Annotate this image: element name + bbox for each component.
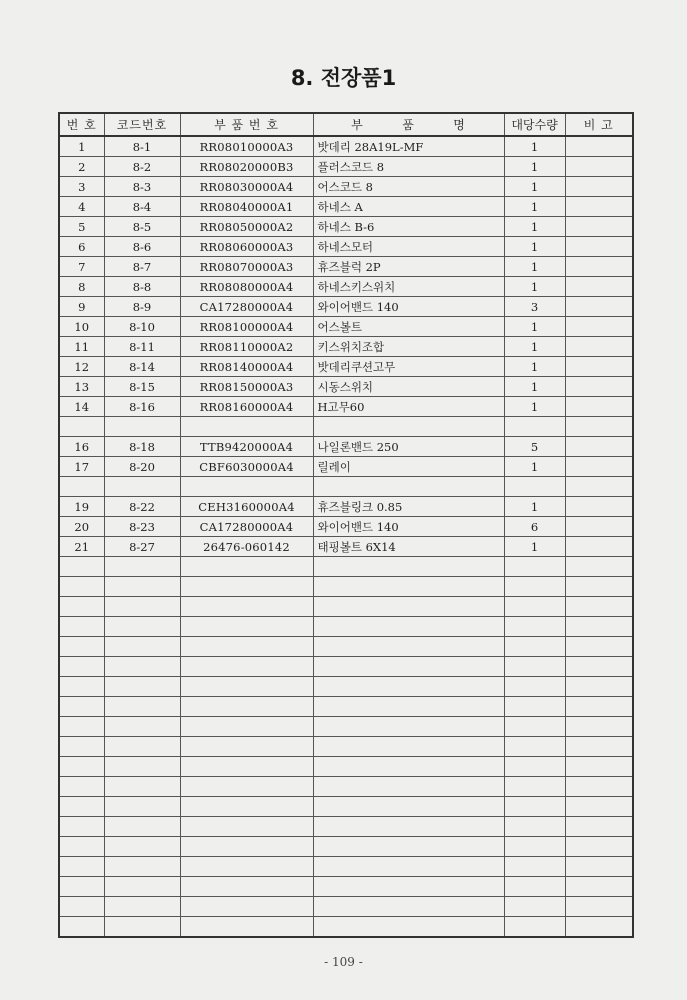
cell-part-no — [180, 657, 313, 677]
cell-name — [313, 857, 504, 877]
cell-qty — [504, 857, 565, 877]
cell-part-no — [180, 597, 313, 617]
table-row — [59, 477, 633, 497]
cell-no — [59, 777, 104, 797]
cell-name — [313, 677, 504, 697]
cell-qty: 1 — [504, 397, 565, 417]
cell-qty — [504, 837, 565, 857]
table-row — [59, 517, 633, 537]
cell-part-no — [180, 637, 313, 657]
table-row — [59, 437, 633, 457]
cell-part-no: RR08020000B3 — [180, 157, 313, 177]
cell-no: 3 — [59, 177, 104, 197]
cell-code — [104, 917, 180, 938]
cell-name: 어스볼트 — [313, 317, 504, 337]
cell-name: 태핑볼트 6X14 — [313, 537, 504, 557]
cell-remark — [565, 297, 633, 317]
table-row — [59, 157, 633, 177]
page-number: - 109 - — [324, 955, 363, 969]
cell-remark — [565, 737, 633, 757]
cell-name: 키스위치조합 — [313, 337, 504, 357]
cell-name — [313, 577, 504, 597]
cell-remark — [565, 797, 633, 817]
cell-code — [104, 717, 180, 737]
cell-code — [104, 557, 180, 577]
cell-remark — [565, 497, 633, 517]
cell-qty — [504, 637, 565, 657]
cell-name — [313, 697, 504, 717]
cell-no — [59, 737, 104, 757]
cell-remark — [565, 537, 633, 557]
empty-row — [59, 557, 633, 577]
cell-remark — [565, 837, 633, 857]
cell-qty — [504, 717, 565, 737]
header-code: 코드번호 — [104, 113, 180, 136]
cell-remark — [565, 197, 633, 217]
empty-row — [59, 657, 633, 677]
cell-part-no: 26476-060142 — [180, 537, 313, 557]
cell-code: 8-11 — [104, 337, 180, 357]
empty-row — [59, 797, 633, 817]
cell-name: 하네스 A — [313, 197, 504, 217]
cell-code: 8-22 — [104, 497, 180, 517]
cell-code: 8-20 — [104, 457, 180, 477]
cell-part-no — [180, 697, 313, 717]
cell-remark — [565, 697, 633, 717]
cell-code — [104, 697, 180, 717]
cell-no: 1 — [59, 136, 104, 157]
cell-remark — [565, 337, 633, 357]
cell-code — [104, 617, 180, 637]
cell-remark — [565, 136, 633, 157]
cell-qty — [504, 817, 565, 837]
cell-no: 10 — [59, 317, 104, 337]
table-row — [59, 237, 633, 257]
empty-row — [59, 877, 633, 897]
cell-code: 8-4 — [104, 197, 180, 217]
cell-code: 8-2 — [104, 157, 180, 177]
cell-remark — [565, 577, 633, 597]
cell-qty — [504, 617, 565, 637]
cell-qty — [504, 697, 565, 717]
cell-part-no — [180, 837, 313, 857]
empty-row — [59, 617, 633, 637]
header-name: 부 품 명 — [313, 113, 504, 136]
header-part-no: 부 품 번 호 — [180, 113, 313, 136]
cell-no — [59, 477, 104, 497]
cell-part-no: RR08050000A2 — [180, 217, 313, 237]
cell-remark — [565, 437, 633, 457]
cell-name: 하네스모터 — [313, 237, 504, 257]
cell-qty: 1 — [504, 337, 565, 357]
cell-part-no — [180, 797, 313, 817]
cell-part-no — [180, 857, 313, 877]
cell-remark — [565, 277, 633, 297]
cell-part-no — [180, 897, 313, 917]
cell-no: 9 — [59, 297, 104, 317]
cell-no — [59, 717, 104, 737]
cell-part-no — [180, 557, 313, 577]
cell-qty — [504, 737, 565, 757]
cell-name: 휴즈블링크 0.85 — [313, 497, 504, 517]
cell-part-no: RR08070000A3 — [180, 257, 313, 277]
cell-remark — [565, 317, 633, 337]
cell-name: 릴레이 — [313, 457, 504, 477]
cell-qty — [504, 917, 565, 938]
table-row — [59, 197, 633, 217]
empty-row — [59, 697, 633, 717]
cell-no — [59, 597, 104, 617]
cell-no — [59, 837, 104, 857]
cell-remark — [565, 457, 633, 477]
cell-part-no: CA17280000A4 — [180, 517, 313, 537]
empty-row — [59, 777, 633, 797]
cell-remark — [565, 717, 633, 737]
cell-part-no — [180, 717, 313, 737]
cell-part-no — [180, 777, 313, 797]
cell-no — [59, 637, 104, 657]
empty-row — [59, 817, 633, 837]
cell-name: 어스코드 8 — [313, 177, 504, 197]
cell-part-no: RR08080000A4 — [180, 277, 313, 297]
cell-name: 하네스키스위치 — [313, 277, 504, 297]
cell-part-no: RR08060000A3 — [180, 237, 313, 257]
cell-part-no: RR08040000A1 — [180, 197, 313, 217]
parts-body — [59, 136, 633, 937]
cell-part-no — [180, 917, 313, 938]
cell-qty — [504, 577, 565, 597]
cell-name — [313, 777, 504, 797]
cell-name — [313, 477, 504, 497]
cell-code: 8-3 — [104, 177, 180, 197]
cell-part-no: CBF6030000A4 — [180, 457, 313, 477]
cell-code — [104, 577, 180, 597]
cell-qty: 1 — [504, 357, 565, 377]
cell-qty — [504, 677, 565, 697]
cell-part-no: RR08030000A4 — [180, 177, 313, 197]
cell-remark — [565, 597, 633, 617]
cell-no: 4 — [59, 197, 104, 217]
cell-remark — [565, 657, 633, 677]
cell-code — [104, 797, 180, 817]
cell-remark — [565, 817, 633, 837]
table-row — [59, 277, 633, 297]
cell-name — [313, 597, 504, 617]
table-row — [59, 417, 633, 437]
cell-no: 2 — [59, 157, 104, 177]
cell-code: 8-8 — [104, 277, 180, 297]
table-row — [59, 297, 633, 317]
cell-qty — [504, 417, 565, 437]
cell-code — [104, 777, 180, 797]
cell-code: 8-15 — [104, 377, 180, 397]
cell-code — [104, 837, 180, 857]
cell-qty: 1 — [504, 217, 565, 237]
cell-qty: 1 — [504, 537, 565, 557]
cell-code: 8-27 — [104, 537, 180, 557]
cell-qty — [504, 477, 565, 497]
cell-no — [59, 557, 104, 577]
cell-remark — [565, 777, 633, 797]
cell-qty — [504, 777, 565, 797]
cell-part-no — [180, 817, 313, 837]
cell-code — [104, 477, 180, 497]
cell-qty — [504, 757, 565, 777]
cell-qty: 1 — [504, 497, 565, 517]
cell-code: 8-18 — [104, 437, 180, 457]
table-row — [59, 317, 633, 337]
table-row — [59, 537, 633, 557]
cell-no — [59, 797, 104, 817]
cell-no — [59, 897, 104, 917]
cell-qty — [504, 897, 565, 917]
cell-no: 19 — [59, 497, 104, 517]
cell-qty: 1 — [504, 277, 565, 297]
table-row — [59, 457, 633, 477]
header-qty: 대당수량 — [504, 113, 565, 136]
cell-remark — [565, 757, 633, 777]
cell-remark — [565, 917, 633, 938]
cell-no: 13 — [59, 377, 104, 397]
cell-name: 밧데리 28A19L-MF — [313, 136, 504, 157]
cell-part-no — [180, 737, 313, 757]
table-row — [59, 177, 633, 197]
cell-no — [59, 857, 104, 877]
cell-remark — [565, 557, 633, 577]
page-title: 8. 전장품1 — [290, 66, 397, 90]
cell-remark — [565, 677, 633, 697]
cell-qty: 1 — [504, 457, 565, 477]
cell-no — [59, 757, 104, 777]
cell-qty: 1 — [504, 237, 565, 257]
cell-code — [104, 417, 180, 437]
empty-row — [59, 717, 633, 737]
cell-name: 휴즈블럭 2P — [313, 257, 504, 277]
cell-part-no — [180, 477, 313, 497]
cell-part-no — [180, 877, 313, 897]
cell-remark — [565, 397, 633, 417]
empty-row — [59, 577, 633, 597]
empty-row — [59, 757, 633, 777]
cell-part-no: RR08100000A4 — [180, 317, 313, 337]
cell-remark — [565, 257, 633, 277]
cell-code: 8-16 — [104, 397, 180, 417]
parts-table — [58, 112, 634, 938]
cell-no — [59, 817, 104, 837]
cell-no — [59, 417, 104, 437]
cell-name — [313, 657, 504, 677]
cell-no: 5 — [59, 217, 104, 237]
cell-code: 8-1 — [104, 136, 180, 157]
table-row — [59, 136, 633, 157]
cell-code — [104, 737, 180, 757]
cell-no: 7 — [59, 257, 104, 277]
cell-remark — [565, 157, 633, 177]
cell-remark — [565, 517, 633, 537]
cell-name: 하네스 B-6 — [313, 217, 504, 237]
empty-row — [59, 597, 633, 617]
cell-part-no: RR08010000A3 — [180, 136, 313, 157]
cell-code — [104, 877, 180, 897]
cell-remark — [565, 357, 633, 377]
cell-qty: 6 — [504, 517, 565, 537]
cell-no: 17 — [59, 457, 104, 477]
cell-name: 나일론밴드 250 — [313, 437, 504, 457]
cell-remark — [565, 637, 633, 657]
empty-row — [59, 837, 633, 857]
table-row — [59, 337, 633, 357]
empty-row — [59, 897, 633, 917]
cell-remark — [565, 857, 633, 877]
cell-remark — [565, 377, 633, 397]
cell-no: 16 — [59, 437, 104, 457]
cell-name: H고무60 — [313, 397, 504, 417]
cell-no — [59, 657, 104, 677]
cell-name: 밧데리쿠션고무 — [313, 357, 504, 377]
cell-no — [59, 877, 104, 897]
cell-code — [104, 857, 180, 877]
cell-no: 8 — [59, 277, 104, 297]
cell-name — [313, 797, 504, 817]
cell-no — [59, 577, 104, 597]
cell-name — [313, 557, 504, 577]
cell-part-no — [180, 757, 313, 777]
cell-name — [313, 637, 504, 657]
cell-remark — [565, 897, 633, 917]
cell-qty: 3 — [504, 297, 565, 317]
cell-code: 8-5 — [104, 217, 180, 237]
cell-name — [313, 837, 504, 857]
cell-qty: 1 — [504, 177, 565, 197]
cell-name — [313, 917, 504, 938]
cell-remark — [565, 177, 633, 197]
cell-remark — [565, 217, 633, 237]
cell-code — [104, 637, 180, 657]
cell-name — [313, 717, 504, 737]
cell-no — [59, 917, 104, 938]
cell-code: 8-6 — [104, 237, 180, 257]
table-row — [59, 377, 633, 397]
table-row — [59, 397, 633, 417]
cell-name — [313, 817, 504, 837]
empty-row — [59, 677, 633, 697]
cell-name: 플러스코드 8 — [313, 157, 504, 177]
header-remark: 비 고 — [565, 113, 633, 136]
cell-no — [59, 617, 104, 637]
cell-remark — [565, 617, 633, 637]
cell-no — [59, 677, 104, 697]
cell-qty: 1 — [504, 317, 565, 337]
cell-part-no: CA17280000A4 — [180, 297, 313, 317]
cell-qty — [504, 557, 565, 577]
cell-name — [313, 877, 504, 897]
cell-part-no: RR08140000A4 — [180, 357, 313, 377]
cell-code — [104, 817, 180, 837]
cell-remark — [565, 417, 633, 437]
cell-no: 12 — [59, 357, 104, 377]
cell-part-no: RR08110000A2 — [180, 337, 313, 357]
cell-qty — [504, 597, 565, 617]
cell-no: 21 — [59, 537, 104, 557]
cell-qty — [504, 657, 565, 677]
cell-qty — [504, 877, 565, 897]
cell-part-no: CEH3160000A4 — [180, 497, 313, 517]
cell-part-no — [180, 417, 313, 437]
cell-name: 시동스위치 — [313, 377, 504, 397]
cell-qty: 1 — [504, 377, 565, 397]
cell-qty — [504, 797, 565, 817]
cell-qty: 5 — [504, 437, 565, 457]
table-row — [59, 257, 633, 277]
cell-qty: 1 — [504, 257, 565, 277]
cell-name — [313, 897, 504, 917]
cell-part-no — [180, 677, 313, 697]
table-row — [59, 497, 633, 517]
header-row — [59, 113, 633, 136]
table-row — [59, 357, 633, 377]
cell-qty: 1 — [504, 136, 565, 157]
cell-part-no — [180, 577, 313, 597]
cell-code — [104, 677, 180, 697]
cell-part-no: RR08160000A4 — [180, 397, 313, 417]
empty-row — [59, 857, 633, 877]
cell-code — [104, 597, 180, 617]
cell-code: 8-23 — [104, 517, 180, 537]
cell-name — [313, 417, 504, 437]
cell-name: 와이어밴드 140 — [313, 297, 504, 317]
table-row — [59, 217, 633, 237]
cell-code: 8-7 — [104, 257, 180, 277]
cell-part-no: TTB9420000A4 — [180, 437, 313, 457]
cell-code: 8-14 — [104, 357, 180, 377]
cell-no: 6 — [59, 237, 104, 257]
cell-name — [313, 617, 504, 637]
cell-qty: 1 — [504, 157, 565, 177]
cell-no: 14 — [59, 397, 104, 417]
empty-row — [59, 737, 633, 757]
cell-part-no: RR08150000A3 — [180, 377, 313, 397]
empty-row — [59, 917, 633, 938]
cell-no: 11 — [59, 337, 104, 357]
cell-no — [59, 697, 104, 717]
cell-code: 8-9 — [104, 297, 180, 317]
cell-name — [313, 737, 504, 757]
cell-remark — [565, 237, 633, 257]
empty-row — [59, 637, 633, 657]
cell-remark — [565, 477, 633, 497]
cell-part-no — [180, 617, 313, 637]
cell-name — [313, 757, 504, 777]
cell-name: 와이어밴드 140 — [313, 517, 504, 537]
cell-code — [104, 897, 180, 917]
cell-remark — [565, 877, 633, 897]
header-no: 번 호 — [59, 113, 104, 136]
cell-qty: 1 — [504, 197, 565, 217]
cell-code — [104, 657, 180, 677]
cell-code — [104, 757, 180, 777]
cell-code: 8-10 — [104, 317, 180, 337]
cell-no: 20 — [59, 517, 104, 537]
